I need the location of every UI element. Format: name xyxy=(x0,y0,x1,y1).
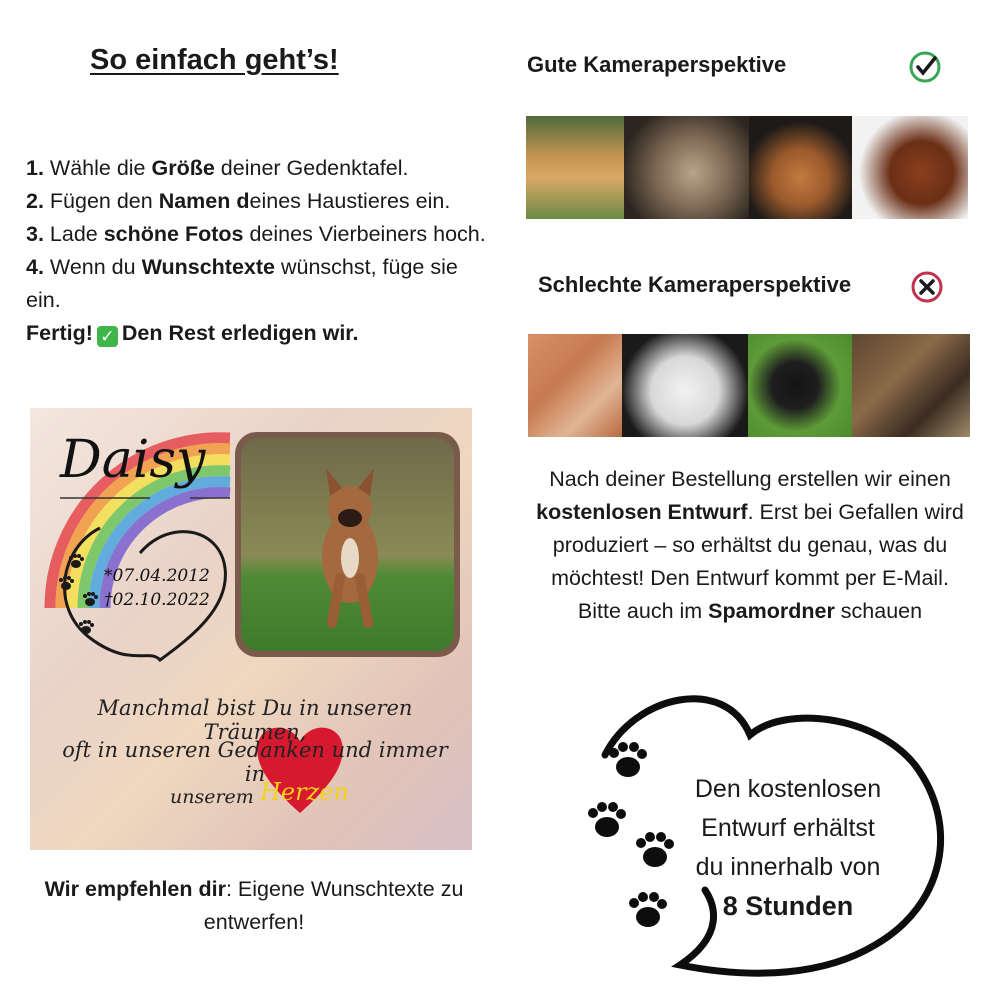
recommendation-text: Wir empfehlen dir: Eigene Wunschtexte zu entwerfen! xyxy=(44,877,464,934)
badge-line-3: du innerhalb von xyxy=(695,853,881,881)
badge-line-1: Den kostenlosen xyxy=(694,775,882,803)
pet-name: Daisy xyxy=(60,430,206,490)
memorial-plaque-example xyxy=(30,408,472,850)
order-info-text: Nach deiner Bestellung erstellen wir einen kostenlosen Entwurf. Erst bei Gefallen wird produziert – so erhältst du genau, was du möchtest! Den Entwurf kommt per E-Mail. Bitte auch im Spamordner schauen xyxy=(522,463,978,628)
bad-photo-row xyxy=(528,334,970,437)
free-draft-badge-text xyxy=(668,770,908,926)
step-3: 3. Lade schöne Fotos deines Vierbeiners hoch. xyxy=(26,222,486,246)
step-1: 1. Wähle die Größe deiner Gedenktafel. xyxy=(26,156,409,180)
badge-line-2: Entwurf erhältst xyxy=(701,814,875,842)
brown-horse-photo xyxy=(852,116,968,219)
tabby-cat-photo xyxy=(624,116,749,219)
vizsla-dog-photo xyxy=(749,116,852,219)
spam-hint: Bitte auch im Spamordner schauen xyxy=(577,599,923,623)
x-circle-icon xyxy=(910,270,944,304)
horse-with-rider-photo xyxy=(852,334,970,437)
white-cat-photo xyxy=(622,334,748,437)
good-photo-row xyxy=(526,116,968,219)
step-2: 2. Fügen den Namen deines Haustieres ein. xyxy=(26,189,451,213)
verse-line-1: Manchmal bist Du in unseren Träumen, xyxy=(97,696,413,744)
black-puppy-photo xyxy=(748,334,852,437)
badge-hours: 8 Stunden xyxy=(722,891,854,921)
golden-retriever-photo xyxy=(526,116,624,219)
step-4: 4. Wenn du Wunschtexte wünschst, füge sie ein. xyxy=(26,255,458,312)
done-line: Fertig! ✓ Den Rest erledigen wir. xyxy=(26,321,359,346)
birth-date: *07.04.2012 xyxy=(104,566,210,586)
paw-print-icons xyxy=(588,742,674,927)
page-title: So einfach geht’s! xyxy=(90,44,339,76)
death-date: †02.10.2022 xyxy=(104,590,210,610)
bad-perspective-title: Schlechte Kameraperspektive xyxy=(538,272,852,297)
verse-line-3: unserem xyxy=(170,786,254,808)
sleeping-dog-photo xyxy=(528,334,622,437)
verse-heart-word: Herzen xyxy=(260,778,349,806)
good-perspective-title: Gute Kameraperspektive xyxy=(527,52,787,77)
check-mark-icon: ✓ xyxy=(97,326,118,347)
check-circle-icon xyxy=(908,50,942,84)
verse-line-2: oft in unseren Gedanken und immer in xyxy=(62,738,448,786)
step-list xyxy=(26,152,496,350)
